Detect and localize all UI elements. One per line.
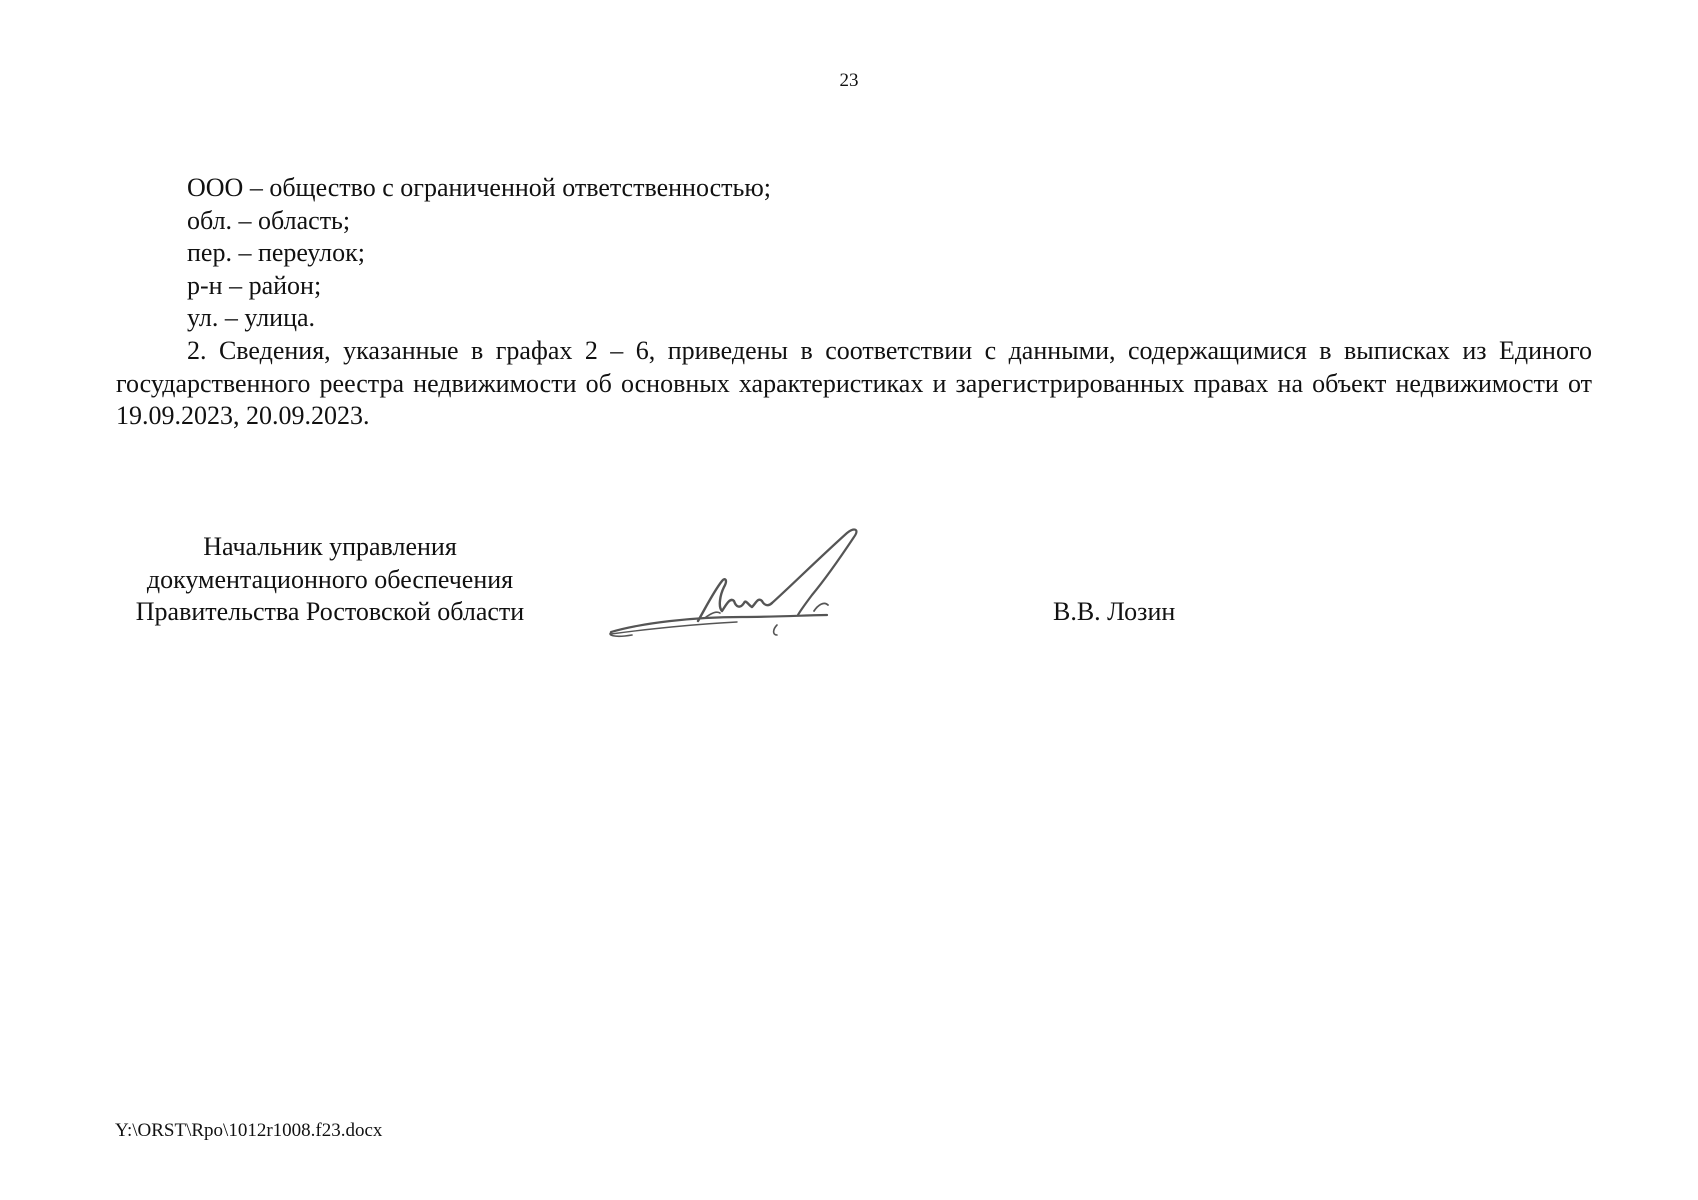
abbreviation-item: обл. – область;: [187, 205, 351, 235]
page-number: 23: [839, 70, 859, 91]
note-paragraph: 2. Сведения, указанные в графах 2 – 6, приведены в соответствии с данными, содержащимися в выписках из Единого государственного реестра недвижимости об основных характеристиках и зарегистрированных правах на объект недвижимости от 19.09.2023, 20.09.2023.: [116, 336, 1592, 430]
handwritten-signature: [602, 525, 900, 650]
signer-title-line: Начальник управления: [203, 532, 457, 561]
signature-stroke-drawing: [602, 525, 900, 650]
abbreviation-item: ООО – общество с ограниченной ответственностью;: [187, 173, 772, 202]
signer-title-line: Правительства Ростовской области: [135, 597, 525, 626]
abbreviation-item: пер. – переулок;: [187, 238, 365, 267]
abbreviation-item: ул. – улица.: [187, 303, 316, 332]
signer-title: [112, 531, 548, 629]
signer-name: В.В. Лозин: [1053, 597, 1176, 626]
footer-file-path: Y:\ORST\Rpo\1012r1008.f23.docx: [115, 1120, 383, 1141]
abbreviation-list: [187, 172, 771, 335]
abbreviation-item: р-н – район;: [187, 270, 322, 300]
signer-title-line: документационного обеспечения: [146, 564, 514, 594]
